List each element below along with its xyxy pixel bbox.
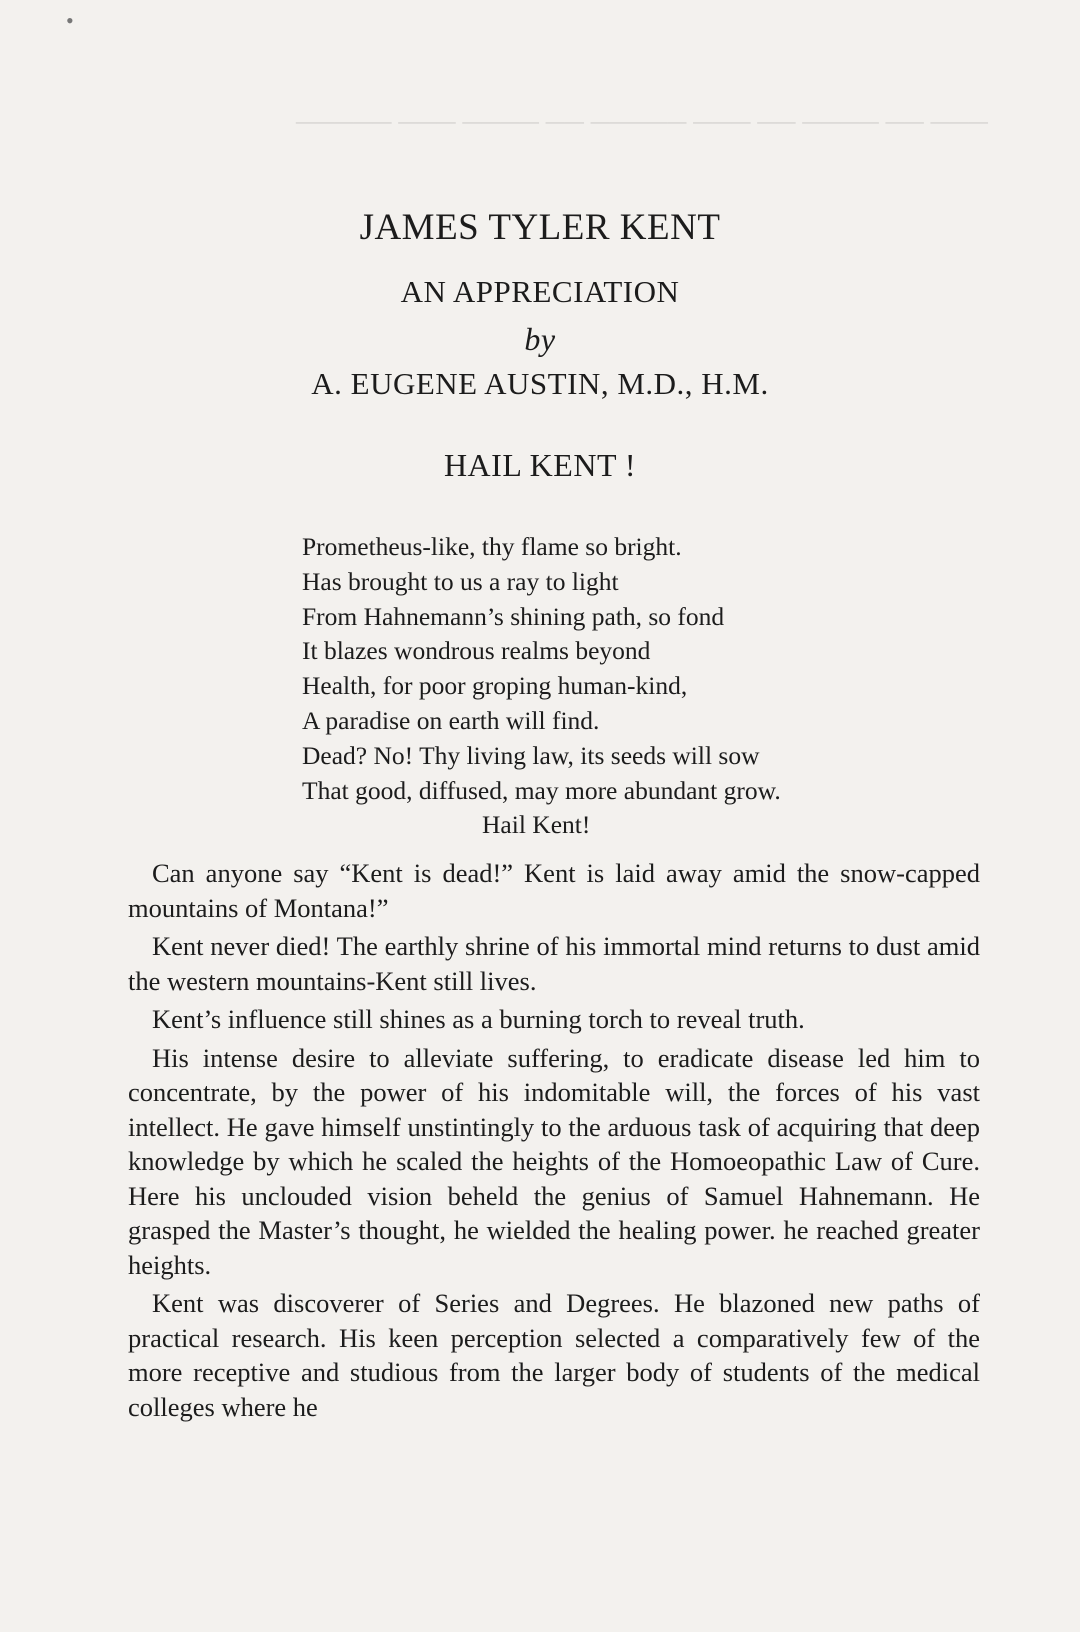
poem-closing: Hail Kent! [482,810,591,840]
author-name: A. EUGENE AUSTIN, M.D., H.M. [311,366,769,401]
poem-heading: HAIL KENT ! [443,447,637,483]
bleed-through-texture: ─── ── ──── ── ─── ───── ── ──── ─── ───── [295,107,988,137]
page-subtitle: AN APPRECIATION [400,274,680,309]
page-title: JAMES TYLER KENT [359,207,721,248]
body-paragraph: Kent’s influence still shines as a burning torch to reveal truth. [152,1004,805,1034]
poem-line: Health, for poor groping human-kind, [302,671,688,701]
body-paragraph: His intense desire to alleviate suffering, to eradicate disease led him to concentrate, by the power of his indomitable will, the forces of his vast intellect. He gave himself unstintingly to the arduous task of acquiring that deep knowledge by which he scaled the heights of the Homoeopathic Law of Cure. Here his unclouded vision beheld the genius of Samuel Hahnemann. He grasped the Master’s thought, he wielded the healing power. he reached greater heights. [128,1042,980,1280]
poem-line: It blazes wondrous realms beyond [302,636,651,666]
body-paragraph: Can anyone say “Kent is dead!” Kent is laid away amid the snow-capped mountains of Montana!” [128,858,980,923]
poem [302,530,781,843]
poem-line: From Hahnemann’s shining path, so fond [302,601,725,631]
corner-mark: • [66,8,74,33]
poem-line: Prometheus-like, thy flame so bright. [302,532,682,561]
body-paragraph: Kent never died! The earthly shrine of his immortal mind returns to dust amid the western mountains-Kent still lives. [128,931,980,996]
byline-by: by [524,321,556,357]
poem-line: Has brought to us a ray to light [302,566,619,596]
poem-line: A paradise on earth will find. [302,705,600,735]
body-paragraph: Kent was discoverer of Series and Degrees. He blazoned new paths of practical research. His keen perception selected a comparatively few of the more receptive and studious from the larger body of students of the medical colleges where he [128,1288,980,1422]
body-text [128,856,980,1428]
poem-line: Dead? No! Thy living law, its seeds will sow [302,740,760,770]
poem-line: That good, diffused, may more abundant grow. [302,775,781,805]
